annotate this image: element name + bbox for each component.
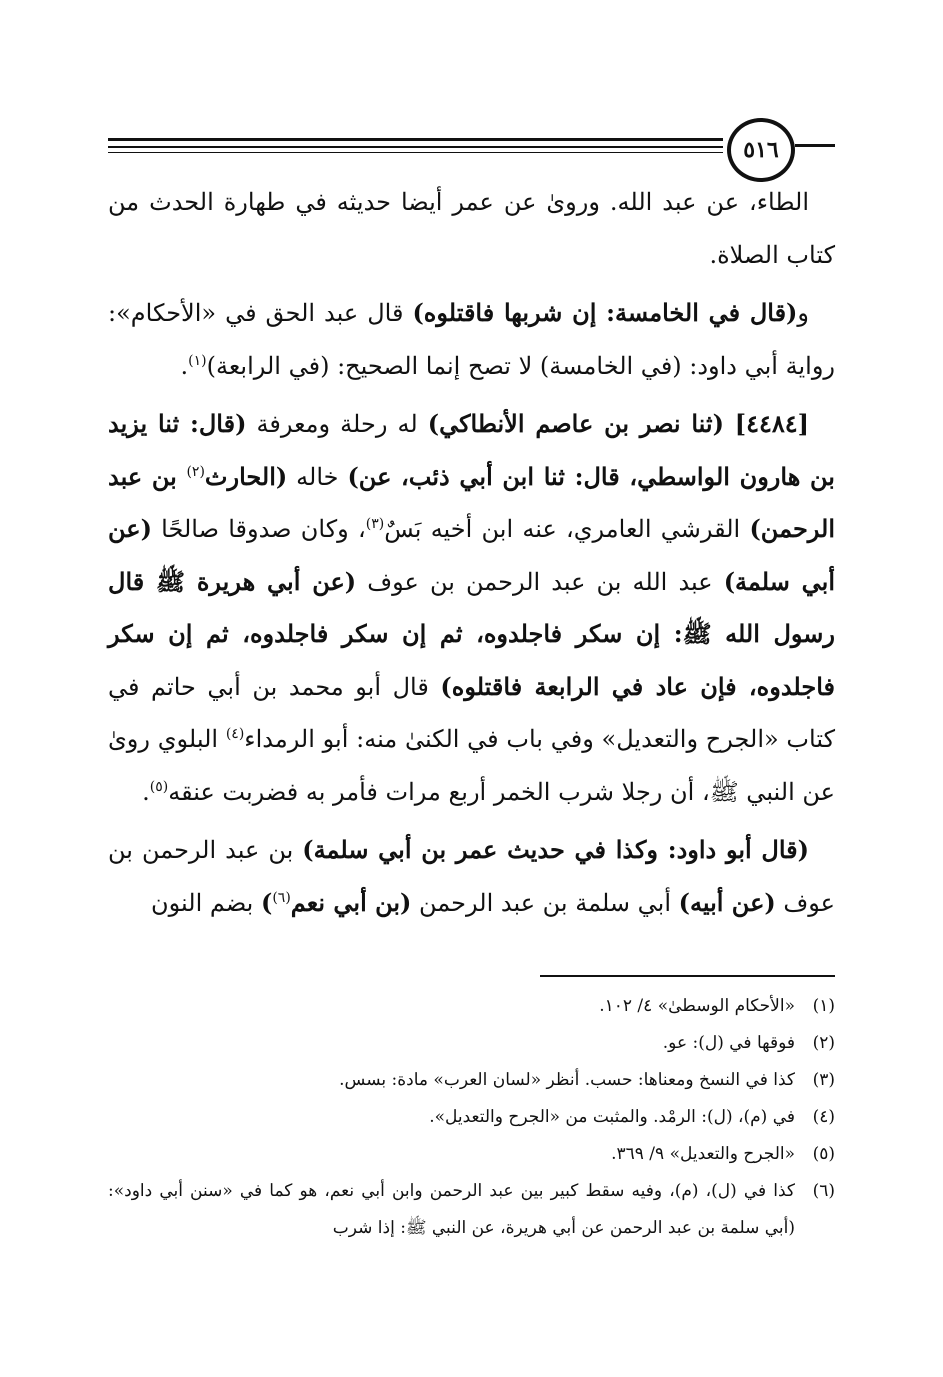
bold-text: (قال أبو داود: وكذا في حديث عمر بن أبي سلمة) (302, 835, 809, 864)
footnote-ref: (١) (188, 352, 207, 369)
body-text: . (180, 351, 189, 380)
body-text: بن عبد الرحمن بن عوف (108, 836, 835, 917)
body-text: البلوي روىٰ عن النبي ﷺ، أن رجلا شرب الخمر أربع مرات فأمر به فضربت عنقه (108, 725, 835, 806)
bold-text: (قال في الخامسة: إن شربها فاقتلوه) (412, 298, 798, 327)
paragraph (108, 398, 835, 818)
footnote-separator (540, 975, 835, 977)
footnote-text: «الجرح والتعديل» ٩/ ٣٦٩. (611, 1144, 795, 1164)
body-text: الطاء، عن عبد الله. وروىٰ عن عمر أيضا حديثه في طهارة الحدث من كتاب الصلاة. (108, 188, 835, 269)
footnote-ref: (٣) (365, 516, 385, 532)
body-text: عبد الله بن عبد الرحمن بن عوف (356, 567, 724, 596)
bold-text: ) (260, 887, 273, 917)
body-text: القرشي العامري، عنه ابن أخيه بَسٌ (384, 515, 750, 543)
bold-text: (عن أبي هريرة ﷺ قال رسول الله ﷺ: إن سكر فاجلدوه، ثم إن سكر فاجلدوه، ثم إن سكر فاجلدوه، فإن عاد في الرابعة فاقتلوه) (108, 566, 835, 701)
body-text: قال أبو محمد بن أبي حاتم في كتاب «الجرح والتعديل» وفي باب في الكنىٰ منه: أبو الرمداء (108, 672, 836, 753)
paragraph (108, 824, 835, 929)
body-text: بضم النون (151, 888, 261, 917)
bold-text: (بن أبي نعم (290, 887, 412, 917)
footnote-ref: (٢) (186, 463, 205, 480)
footnote-number: (٦) (812, 1181, 835, 1201)
footnote-number: (٥) (812, 1144, 835, 1164)
footnote (108, 1173, 835, 1247)
header-ornament (795, 144, 835, 147)
bold-text: [٤٤٨٤] (ثنا نصر بن عاصم الأنطاكي) (427, 409, 809, 438)
footnote (108, 1062, 835, 1099)
bold-text: (الحارث (204, 461, 288, 491)
page-number: ٥١٦ (727, 118, 795, 182)
footnote-text: فوقها في (ل): عو. (662, 1033, 795, 1053)
footnote (108, 1136, 835, 1173)
paragraph (108, 287, 835, 392)
footnote (108, 988, 835, 1025)
header-rule (108, 146, 723, 148)
header-rule (108, 138, 723, 141)
footnote (108, 1025, 835, 1062)
body-text: و (797, 299, 809, 327)
header-rule (108, 152, 723, 153)
body-text: خاله (287, 462, 348, 491)
footnote-ref: (٤) (225, 726, 245, 742)
footnote-ref: (٦) (272, 889, 291, 906)
footnote-text: في (م)، (ل): الرمْد. والمثبت من «الجرح والتعديل». (429, 1107, 795, 1127)
body-text: أبي سلمة بن عبد الرحمن (411, 888, 679, 917)
footnote-ref: (٥) (149, 778, 169, 795)
footnote-text: «الأحكام الوسطىٰ» ٤/ ١٠٢. (599, 996, 795, 1016)
body-text: ، وكان صدوقا صالحًا (151, 515, 366, 543)
footnote-text: كذا في النسخ ومعناها: حسب. أنظر «لسان العرب» مادة: بسس. (339, 1070, 795, 1090)
page-header (108, 118, 835, 178)
bold-text: (قال: ثنا يزيد بن هارون الواسطي، قال: ثنا ابن أبي ذئب، عن) (108, 409, 835, 491)
footnote-number: (٣) (812, 1070, 835, 1090)
footnote-number: (٢) (812, 1033, 835, 1053)
paragraph (108, 176, 835, 281)
footnotes (108, 988, 835, 1247)
bold-text: (عن أبي سلمة) (108, 514, 836, 596)
bold-text: بن عبد الرحمن) (108, 461, 836, 543)
footnote-number: (١) (812, 996, 835, 1016)
body-text: . (142, 777, 150, 806)
footnote (108, 1099, 835, 1136)
body-text: قال عبد الحق في «الأحكام»: رواية أبي داود: (في الخامسة) لا تصح إنما الصحيح: (في الرابعة) (108, 299, 835, 380)
footnote-text: كذا في (ل)، (م)، وفيه سقط كبير بين عبد الرحمن وابن أبي نعم، هو كما في «سنن أبي داود»: (أبي سلمة بن عبد الرحمن عن أبي هريرة، عن النبي ﷺ: إذا شرب (108, 1181, 795, 1238)
body-text: له رحلة ومعرفة (246, 410, 428, 438)
footnote-number: (٤) (812, 1107, 835, 1127)
bold-text: (عن أبيه) (678, 887, 776, 917)
main-text (108, 176, 835, 935)
